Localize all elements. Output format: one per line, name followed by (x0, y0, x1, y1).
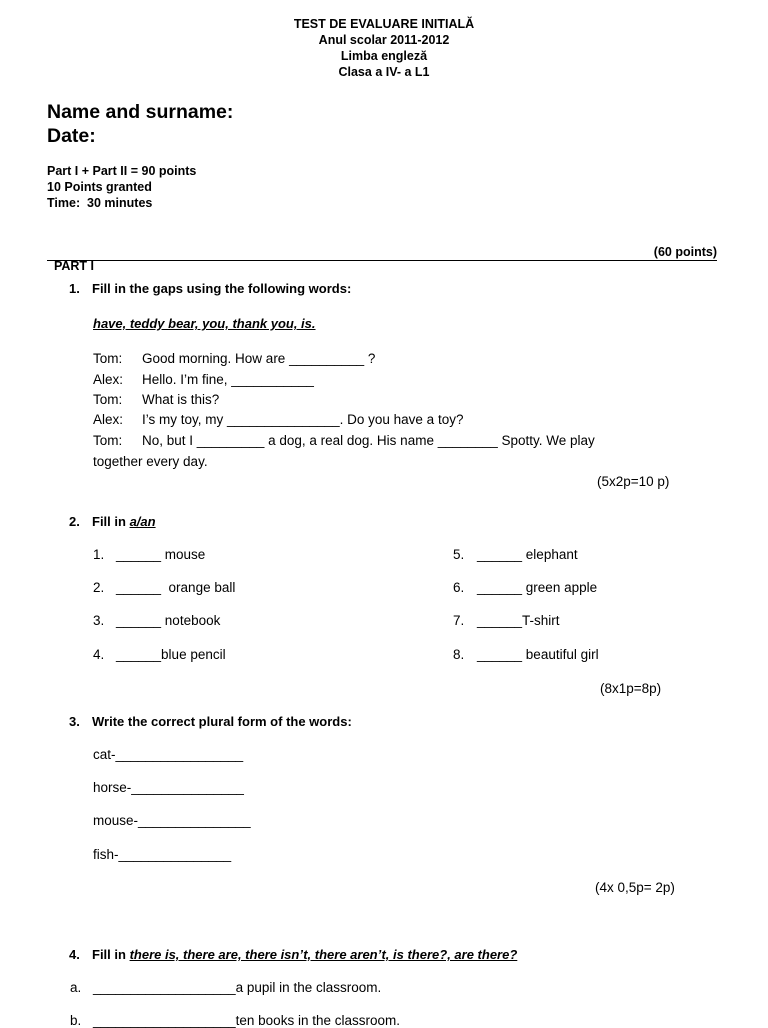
q2-instruction (92, 514, 156, 529)
q2-score: (8x1p=8p) (600, 681, 662, 696)
list-item (453, 580, 597, 595)
item-text: ______T-shirt (477, 613, 560, 628)
item-letter: b. (70, 1013, 82, 1028)
speaker: Tom: (93, 392, 123, 407)
list-item (93, 580, 235, 595)
item-text: ___________________ten books in the classroom. (93, 1013, 400, 1028)
dialogue-line (93, 433, 595, 448)
q1-number: 1. (69, 281, 80, 296)
item-number: 7. (453, 613, 465, 628)
q2-instruction-em: a/an (129, 514, 156, 529)
total-points: Part I + Part II = 90 points (47, 164, 197, 178)
item-number: 3. (93, 613, 105, 628)
speaker: Tom: (93, 433, 123, 448)
item-text: ______ green apple (477, 580, 598, 595)
item-number: 8. (453, 647, 465, 662)
item-text: ______ notebook (116, 613, 221, 628)
q2-instruction-prefix: Fill in (92, 514, 130, 529)
plural-item: cat-_________________ (93, 747, 244, 762)
list-item (70, 980, 381, 995)
plural-item: fish-_______________ (93, 847, 232, 862)
q3-number: 3. (69, 714, 80, 729)
item-number: 1. (93, 547, 105, 562)
part-points: (60 points) (653, 245, 717, 259)
item-text: ______ elephant (477, 547, 578, 562)
q3-instruction: Write the correct plural form of the words: (92, 714, 352, 729)
list-item (93, 647, 226, 662)
item-text: ______ beautiful girl (477, 647, 599, 662)
item-number: 2. (93, 580, 105, 595)
line-text: Hello. I’m fine, ___________ (142, 372, 314, 387)
q4-instruction-em: there is, there are, there isn’t, there aren’t, is there?, are there? (129, 947, 518, 962)
list-item (453, 547, 578, 562)
time-limit: Time: 30 minutes (47, 196, 153, 210)
list-item (93, 613, 220, 628)
item-number: 5. (453, 547, 465, 562)
dialogue-line (93, 351, 375, 366)
q4-instruction-prefix: Fill in (92, 947, 130, 962)
part-title: PART I (53, 259, 94, 273)
item-number: 4. (93, 647, 105, 662)
q1-instruction: Fill in the gaps using the following words: (92, 281, 352, 296)
line-text: What is this? (142, 392, 220, 407)
speaker: Alex: (93, 412, 124, 427)
dialogue-line (93, 412, 463, 427)
dialogue-line (93, 372, 314, 387)
q2-number: 2. (69, 514, 80, 529)
class-level: Clasa a IV- a L1 (338, 65, 430, 79)
dialogue-continuation: together every day. (93, 454, 208, 469)
part-heading (47, 245, 717, 273)
line-text: Good morning. How are __________ ? (142, 351, 376, 366)
item-text: ______blue pencil (116, 647, 226, 662)
list-item (93, 547, 205, 562)
plural-item: mouse-_______________ (93, 813, 251, 828)
speaker: Tom: (93, 351, 123, 366)
plural-item: horse-_______________ (93, 780, 244, 795)
q4-number: 4. (69, 947, 80, 962)
list-item (453, 613, 560, 628)
dialogue-line (93, 392, 219, 407)
item-text: ______ mouse (116, 547, 206, 562)
list-item (453, 647, 599, 662)
school-year: Anul scolar 2011-2012 (318, 33, 450, 47)
item-number: 6. (453, 580, 465, 595)
date-label: Date: (47, 125, 96, 147)
item-letter: a. (70, 980, 82, 995)
q1-word-list: have, teddy bear, you, thank you, is. (93, 316, 316, 331)
name-label: Name and surname: (47, 101, 234, 123)
speaker: Alex: (93, 372, 124, 387)
item-text: ______ orange ball (116, 580, 236, 595)
q3-score: (4x 0,5p= 2p) (595, 880, 675, 895)
subject: Limba engleză (340, 49, 428, 63)
line-text: No, but I _________ a dog, a real dog. His name ________ Spotty. We play (142, 433, 595, 448)
line-text: I’s my toy, my _______________. Do you have a toy? (142, 412, 464, 427)
points-granted: 10 Points granted (47, 180, 152, 194)
list-item (70, 1013, 400, 1028)
q4-instruction (92, 947, 517, 962)
item-text: ___________________a pupil in the classroom. (93, 980, 382, 995)
q1-score: (5x2p=10 p) (597, 474, 670, 489)
test-title: TEST DE EVALUARE INITIALĂ (293, 17, 475, 31)
